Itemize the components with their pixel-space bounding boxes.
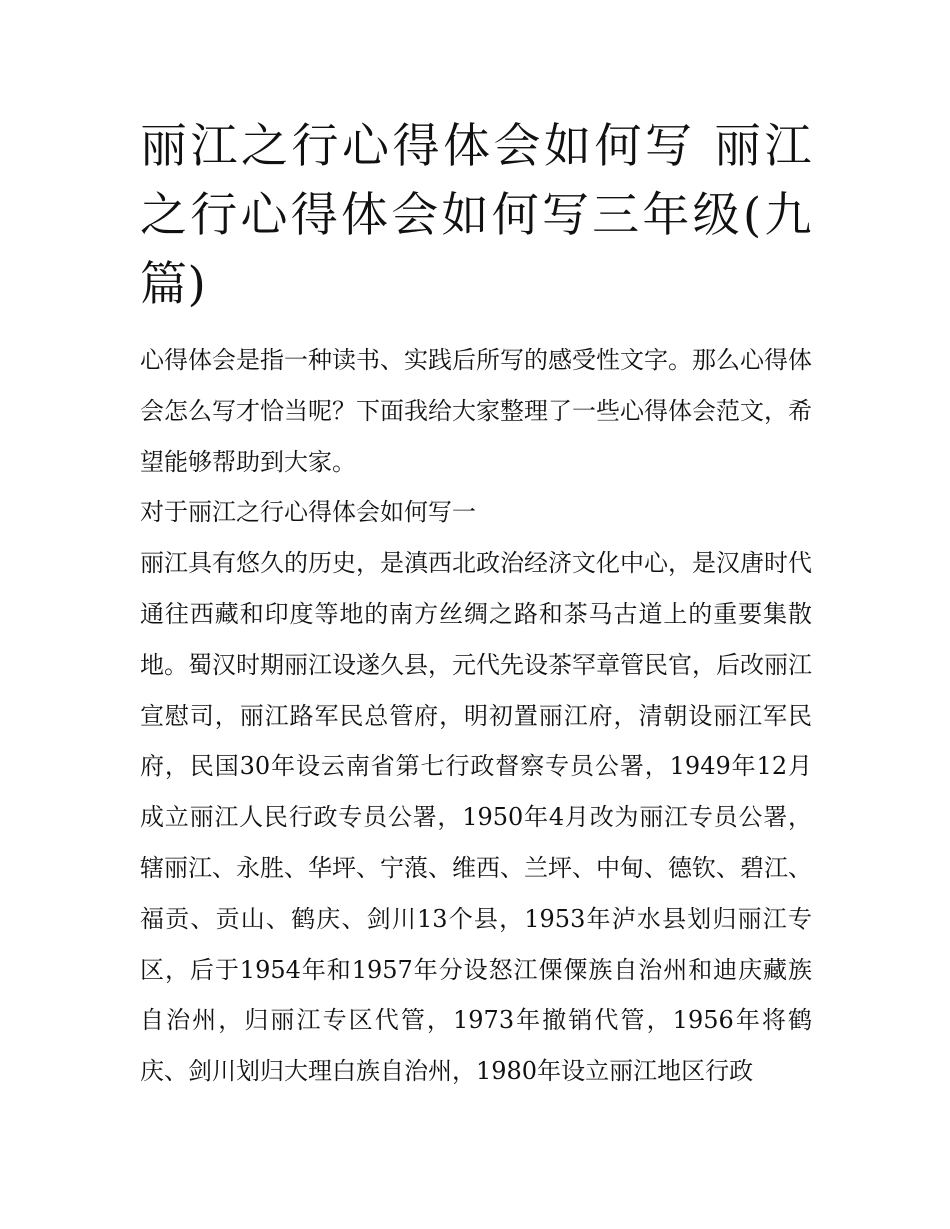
document-page <box>140 112 812 1097</box>
intro-paragraph: 心得体会是指一种读书、实践后所写的感受性文字。那么心得体会怎么写才恰当呢？下面我给大家整理了一些心得体会范文，希望能够帮助到大家。 <box>140 346 812 476</box>
document-title: 丽江之行心得体会如何写 丽江之行心得体会如何写三年级(九篇) <box>140 119 812 312</box>
document-body <box>140 335 812 1097</box>
history-paragraph: 丽江具有悠久的历史，是滇西北政治经济文化中心，是汉唐时代通往西藏和印度等地的南方丝绸之路和茶马古道上的重要集散地。蜀汉时期丽江设遂久县，元代先设茶罕章管民官，后改丽江宣慰司，丽江路军民总管府，明初置丽江府，清朝设丽江军民府，民国30年设云南省第七行政督察专员公署，1949年12月成立丽江人民行政专员公署，1950年4月改为丽江专员公署，辖丽江、永胜、华坪、宁蒗、维西、兰坪、中甸、德钦、碧江、福贡、贡山、鹤庆、剑川13个县，1953年泸水县划归丽江专区，后于1954年和1957年分设怒江傈僳族自治州和迪庆藏族自治州，归丽江专区代管，1973年撤销代管，1956年将鹤庆、剑川划归大理白族自治州，1980年设立丽江地区行政 <box>140 549 812 1086</box>
section-heading: 对于丽江之行心得体会如何写一 <box>140 498 476 527</box>
